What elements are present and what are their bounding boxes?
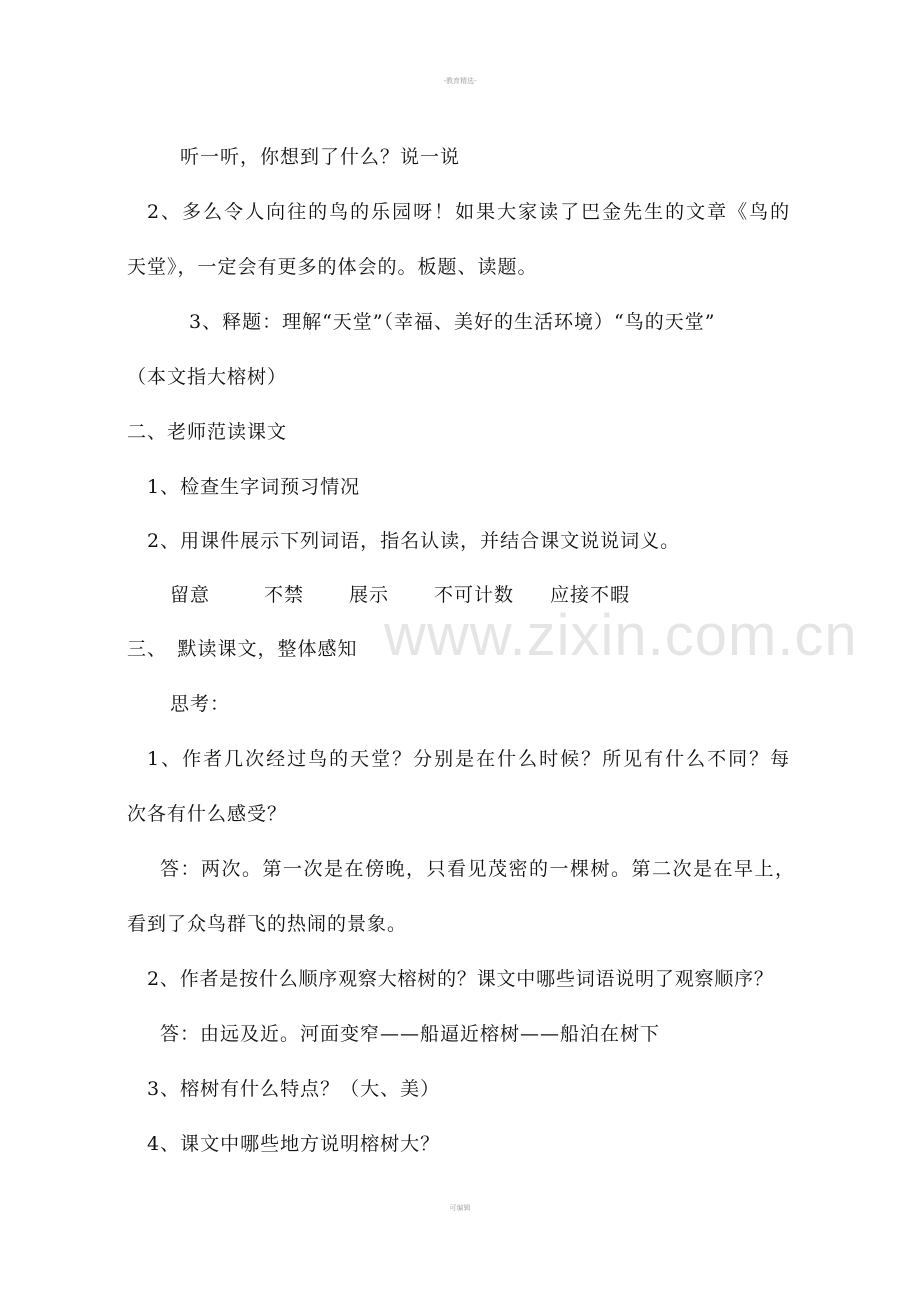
vocabulary-row (0, 583, 920, 609)
vocab-word: 应接不暇 (550, 584, 631, 606)
vocab-word: 不可计数 (434, 584, 515, 606)
paragraph-line: 3、释题：理解“天堂”（幸福、美好的生活环境）“鸟的天堂” (189, 311, 716, 333)
section-heading: 二、老师范读课文 (127, 421, 288, 443)
answer-line: 答：两次。第一次是在傍晚，只看见茂密的一棵树。第二次是在早上， (160, 858, 796, 880)
page-header: -教育精选- (443, 77, 477, 85)
paragraph-line: 次各有什么感受？ (127, 803, 288, 825)
paragraph-line: （本文指大榕树） (127, 366, 288, 388)
paragraph-line: 1、作者几次经过鸟的天堂？分别是在什么时候？所见有什么不同？每 (147, 748, 792, 770)
vocab-word: 留意 (170, 584, 211, 606)
paragraph-line: 1、检查生字词预习情况 (147, 476, 361, 498)
paragraph-line: 2、作者是按什么顺序观察大榕树的？课文中哪些词语说明了观察顺序？ (147, 968, 774, 990)
answer-line: 看到了众鸟群飞的热闹的景象。 (127, 913, 408, 935)
paragraph-line: 天堂》，一定会有更多的体会的。板题、读题。 (127, 256, 538, 278)
answer-line: 答：由远及近。河面变窄——船逼近榕树——船泊在树下 (160, 1023, 661, 1045)
page-footer: 可编辑 (449, 1204, 471, 1212)
vocab-word: 不禁 (264, 584, 305, 606)
paragraph-line: 听一听，你想到了什么？说一说 (180, 146, 461, 168)
paragraph-line: 2、用课件展示下列词语，指名认读，并结合课文说说词义。 (147, 530, 681, 552)
paragraph-line: 3、榕树有什么特点？（大、美） (147, 1078, 441, 1100)
paragraph-line: 4、课文中哪些地方说明榕树大？ (147, 1133, 441, 1155)
section-heading: 三、 默读课文，整体感知 (127, 638, 358, 660)
vocab-word: 展示 (349, 584, 390, 606)
paragraph-line: 2、多么令人向往的鸟的乐园呀！如果大家读了巴金先生的文章《鸟的 (147, 201, 792, 223)
watermark: www.zixin.com.cn (384, 603, 858, 668)
paragraph-line: 思考： (170, 693, 231, 715)
